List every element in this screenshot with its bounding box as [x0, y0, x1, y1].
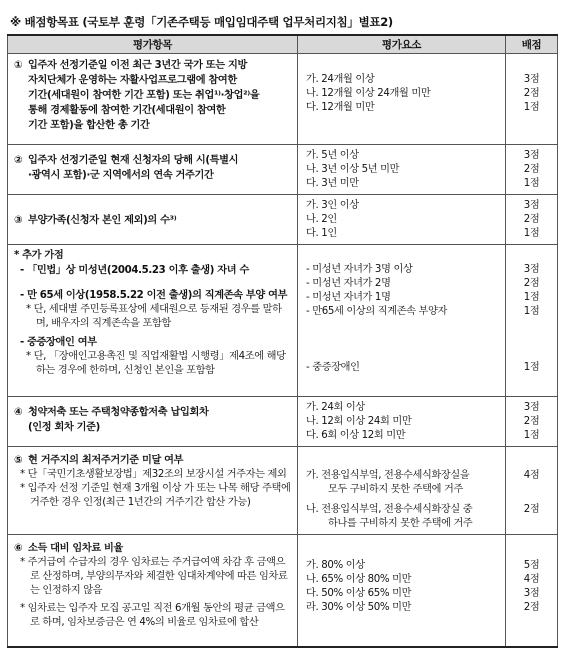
- score-cell: 3점 2점 1점: [506, 397, 558, 447]
- page-title: ※ 배점항목표 (국토부 훈령「기존주택등 매입임대주택 업무처리지침」별표2): [10, 15, 393, 29]
- table-row: [8, 54, 558, 145]
- table-header-row: [8, 35, 558, 54]
- criteria-cell: * 추가 가점 - 「민법」상 미성년(2004.5.23 이후 출생) 자녀 수 - 만 65세 이상(1958.5.22 이전 출생)의 직계존속 부양 여부 * 단, 세대별 주민등록표상에 세대원으로 등재된 경우를 말하며, 배우자의 직계존속을 포함함 - 중증장애인 여부 * 단, 「장애인고용촉진 및 직업재활법 시행령」제4조에 해당하는 경우에 한하며, 신청인 본인을 포함함: [8, 245, 298, 397]
- table-row: [8, 447, 558, 535]
- table-row: [8, 535, 558, 647]
- criteria-cell: ③ 부양가족(신청자 본인 제외)의 수³⁾: [8, 195, 298, 245]
- elements-cell: 가. 80% 이상 나. 65% 이상 80% 미만 다. 50% 이상 65% 미만 라. 30% 이상 50% 미만: [298, 535, 506, 647]
- elements-cell: 가. 3인 이상 나. 2인 다. 1인: [298, 195, 506, 245]
- header-elements: 평가요소: [298, 35, 506, 54]
- header-criteria: 평가항목: [8, 35, 298, 54]
- criteria-cell: ① 입주자 선정기준일 이전 최근 3년간 국가 또는 지방 자치단체가 운영하는 자활사업프로그램에 참여한 기간(세대원이 참여한 기간 포함) 또는 취업¹⁾·창업²⁾을 통해 경제활동에 참여한 기간(세대원이 참여한 기간 포함)을 합산한 총 기간: [8, 54, 298, 145]
- header-score: 배점: [506, 35, 558, 54]
- elements-cell: - 미성년 자녀가 3명 이상 - 미성년 자녀가 2명 - 미성년 자녀가 1명 - 만65세 이상의 직계존속 부양자 - 중증장애인: [298, 245, 506, 397]
- score-cell: 5점 4점 3점 2점: [506, 535, 558, 647]
- table-row: [8, 245, 558, 397]
- elements-cell: 가. 24개월 이상 나. 12개월 이상 24개월 미만 다. 12개월 미만: [298, 54, 506, 145]
- score-cell: 3점 2점 1점 1점 1점: [506, 245, 558, 397]
- table-row: [8, 145, 558, 195]
- criteria-cell: ⑤ 현 거주지의 최저주거기준 미달 여부 * 단「국민기초생활보장법」제32조의 보장시설 거주자는 제외 * 입주자 선정 기준일 현재 3개월 이상 가 또는 나목 해당 주택에 거주한 경우 인정(최근 1년간의 거주기간 합산 가능): [8, 447, 298, 535]
- scoring-table: [7, 34, 558, 648]
- elements-cell: 가. 5년 이상 나. 3년 이상 5년 미만 다. 3년 미만: [298, 145, 506, 195]
- table-row: [8, 195, 558, 245]
- table-row: [8, 397, 558, 447]
- score-cell: 3점 2점 1점: [506, 145, 558, 195]
- elements-cell: 가. 24회 이상 나. 12회 이상 24회 미만 다. 6회 이상 12회 미만: [298, 397, 506, 447]
- criteria-cell: ④ 청약저축 또는 주택청약종합저축 납입회차 (인정 회차 기준): [8, 397, 298, 447]
- criteria-cell: ⑥ 소득 대비 임차료 비율 * 주거급여 수급자의 경우 임차료는 주거급여액 차감 후 금액으로 산정하며, 부양의무자와 체결한 임대차계약에 따른 임차료는 인정하지 않음 * 임차료는 입주자 모집 공고일 직전 6개월 동안의 평균 금액으로 하며, 임차보증금은 연 4%의 비율로 임차료에 합산: [8, 535, 298, 647]
- score-cell: 4점 2점: [506, 447, 558, 535]
- score-cell: 3점 2점 1점: [506, 54, 558, 145]
- elements-cell: 가. 전용입식부엌, 전용수세식화장실을 모두 구비하지 못한 주택에 거주 나. 전용입식부엌, 전용수세식화장실 중 하나를 구비하지 못한 주택에 거주: [298, 447, 506, 535]
- score-cell: 3점 2점 1점: [506, 195, 558, 245]
- criteria-cell: ② 입주자 선정기준일 현재 신청자의 당해 시(특별시 ·광역시 포함)·군 지역에서의 연속 거주기간: [8, 145, 298, 195]
